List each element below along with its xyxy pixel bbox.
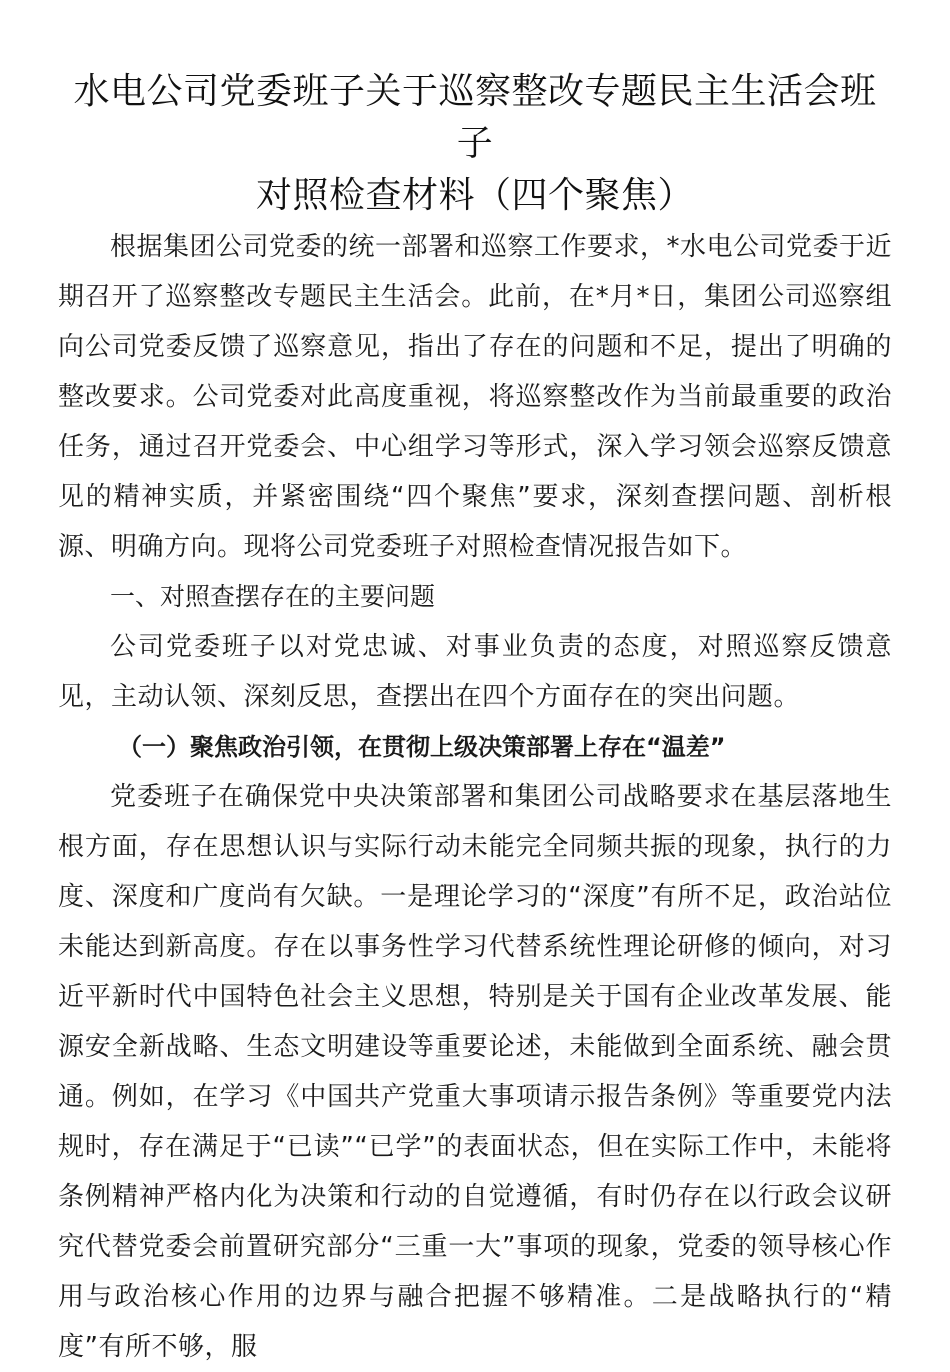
intro-paragraph: 根据集团公司党委的统一部署和巡察工作要求，*水电公司党委于近期召开了巡察整改专题民主生活会。此前，在*月*日，集团公司巡察组向公司党委反馈了巡察意见，指出了存在的问题和不足，提出了明确的整改要求。公司党委对此高度重视，将巡察整改作为当前最重要的政治任务，通过召开党委会、中心组学习等形式，深入学习领会巡察反馈意见的精神实质，并紧密围绕“四个聚焦”要求，深刻查摆问题、剖析根源、明确方向。现将公司党委班子对照检查情况报告如下。 xyxy=(58,232,893,562)
section-1-paragraph: 公司党委班子以对党忠诚、对事业负责的态度，对照巡察反馈意见，主动认领、深刻反思，查摆出在四个方面存在的突出问题。 xyxy=(58,632,892,712)
section-heading-1: 一、对照查摆存在的主要问题 xyxy=(110,582,436,611)
document-title-line-1: 水电公司党委班子关于巡察整改专题民主生活会班子 xyxy=(73,71,877,164)
subsection-1-paragraph: 党委班子在确保党中央决策部署和集团公司战略要求在基层落地生根方面，存在思想认识与实际行动未能完全同频共振的现象，执行的力度、深度和广度尚有欠缺。一是理论学习的“深度”有所不足，政治站位未能达到新高度。存在以事务性学习代替系统性理论研修的倾向，对习近平新时代中国特色社会主义思想，特别是关于国有企业改革发展、能源安全新战略、生态文明建设等重要论述，未能做到全面系统、融会贯通。例如，在学习《中国共产党重大事项请示报告条例》等重要党内法规时，存在满足于“已读”“已学”的表面状态，但在实际工作中，未能将条例精神严格内化为决策和行动的自觉遵循，有时仍存在以行政会议研究代替党委会前置研究部分“三重一大”事项的现象，党委的领导核心作用与政治核心作用的边界与融合把握不够精准。二是战略执行的“精度”有所不够，服 xyxy=(58,782,892,1362)
document-title xyxy=(58,66,892,222)
document-page xyxy=(58,66,892,1372)
subsection-heading-1: （一）聚焦政治引领，在贯彻上级决策部署上存在“温差” xyxy=(118,733,726,761)
document-title-line-2: 对照检查材料（四个聚焦） xyxy=(255,175,694,216)
